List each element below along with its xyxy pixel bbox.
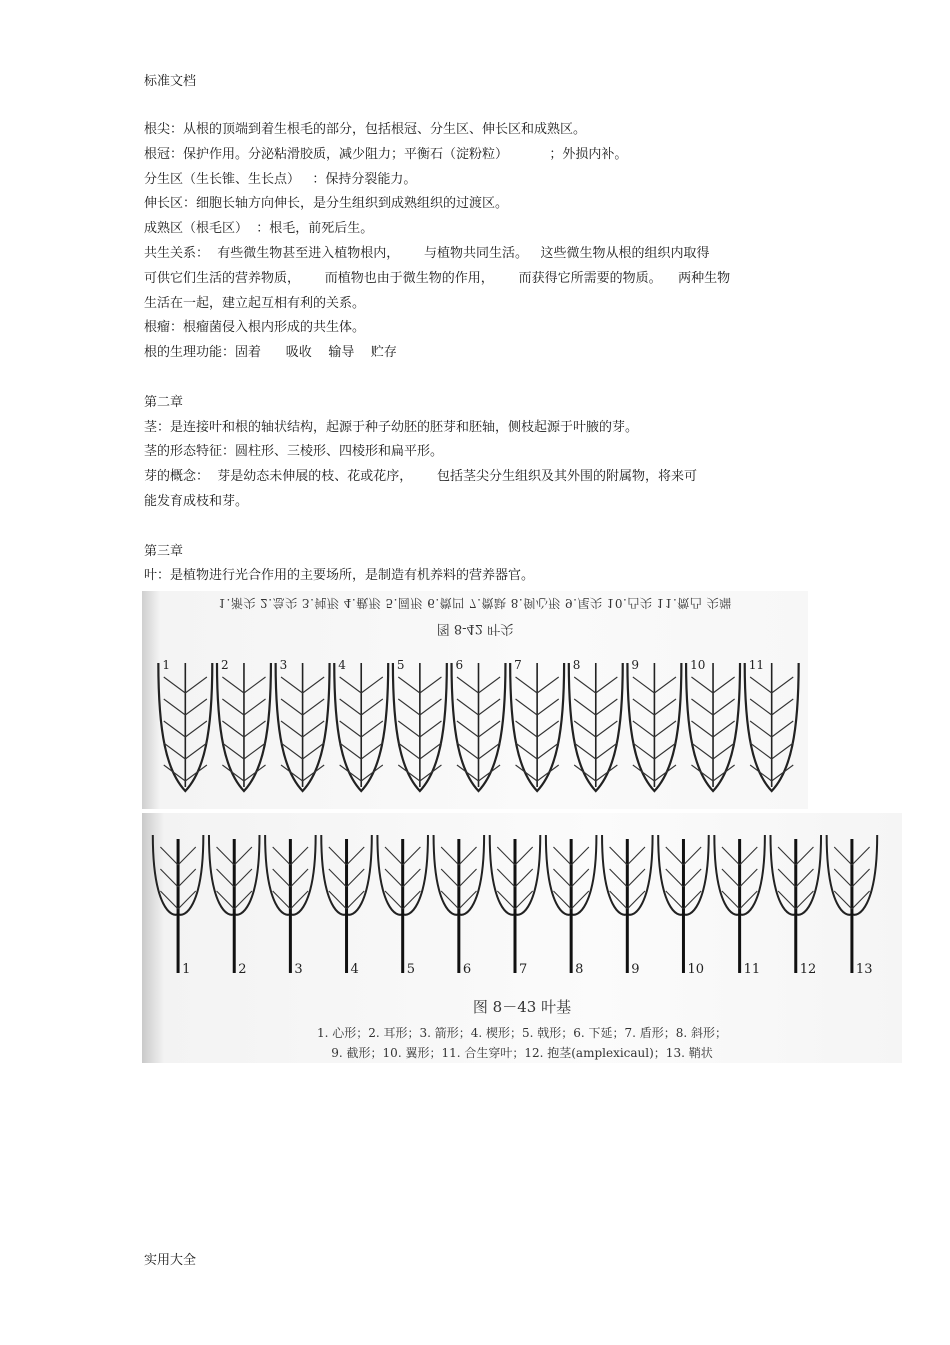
- leaf-base-drawing: [827, 835, 878, 973]
- leaf-base-drawing: [714, 835, 765, 973]
- leaf-apex-drawing: [158, 663, 212, 791]
- leaf-apex-drawing: [452, 663, 506, 791]
- leaf-apex-number: 10: [690, 658, 706, 672]
- leaf-base-drawing: [602, 835, 653, 973]
- leaf-base-number: 6: [462, 962, 472, 977]
- text-line: 可供它们生活的营养物质， 而植物也由于微生物的作用， 而获得它所需要的物质。 两种生物: [144, 270, 731, 286]
- leaf-base-drawing: [377, 835, 428, 973]
- leaf-base-number: 2: [238, 962, 247, 977]
- leaf-base-drawing: [434, 835, 485, 973]
- leaf-apex-number: 9: [631, 658, 640, 672]
- leaf-base-drawing: [209, 835, 260, 973]
- leaf-base-number: 1: [182, 962, 191, 977]
- text-line: 共生关系： 有些微生物甚至进入植物根内， 与植物共同生活。 这些微生物从根的组织内取得: [144, 245, 710, 261]
- leaf-apex-number: 7: [514, 658, 522, 672]
- leaf-apex-figure: [142, 591, 808, 809]
- leaf-apex-drawings: [142, 591, 808, 809]
- leaf-apex-number: 6: [455, 658, 464, 672]
- leaf-apex-drawing: [276, 663, 330, 791]
- leaf-base-drawing: [153, 835, 204, 973]
- leaf-apex-drawing: [569, 663, 623, 791]
- document-body: [144, 118, 824, 589]
- leaf-base-number: 5: [406, 962, 415, 977]
- leaf-base-number: 8: [575, 962, 584, 977]
- leaf-base-drawing: [658, 835, 709, 973]
- leaf-apex-drawing: [510, 663, 564, 791]
- leaf-apex-drawing: [627, 663, 681, 791]
- text-line: 茎的形态特征：圆柱形、三棱形、四棱形和扁平形。: [144, 444, 444, 460]
- leaf-base-drawing: [771, 835, 822, 973]
- leaf-base-drawing: [546, 835, 597, 973]
- leaf-apex-number: 4: [338, 658, 346, 672]
- figure-title-mirrored: 图 8-42 叶尖: [436, 621, 514, 636]
- page-footer: 实用大全: [144, 1253, 197, 1268]
- figure-title: 图 8－43 叶基: [472, 998, 572, 1016]
- leaf-apex-number: 11: [748, 658, 764, 672]
- leaf-base-number: 13: [855, 962, 873, 977]
- leaf-apex-number: 2: [220, 658, 229, 672]
- leaf-base-number: 7: [519, 962, 528, 977]
- figure-legend-line1: 1. 心形；2. 耳形；3. 箭形；4. 楔形；5. 戟形；6. 下延；7. 盾形；8. 斜形；: [316, 1026, 728, 1040]
- leaf-apex-number: 1: [162, 658, 170, 672]
- leaf-apex-drawing: [334, 663, 388, 791]
- leaf-base-figure: [142, 813, 902, 1063]
- leaf-base-number: 9: [631, 962, 640, 977]
- leaf-apex-drawing: [217, 663, 271, 791]
- leaf-apex-drawing: [745, 663, 799, 791]
- leaf-base-drawing: [490, 835, 541, 973]
- text-line: 分生区（生长锥、生长点） ：保持分裂能力。: [144, 171, 417, 187]
- leaf-base-drawing: [321, 835, 372, 973]
- text-line: 伸长区：细胞长轴方向伸长，是分生组织到成熟组织的过渡区。: [144, 196, 509, 212]
- page-header: 标准文档: [144, 74, 197, 89]
- leaf-base-drawings: [142, 813, 902, 993]
- text-line: 根的生理功能：固着 吸收 输导 贮存: [144, 345, 397, 361]
- blank-line: [144, 366, 824, 391]
- text-line: 叶：是植物进行光合作用的主要场所，是制造有机养料的营养器官。: [144, 568, 535, 584]
- leaf-base-number: 12: [799, 962, 817, 977]
- leaf-apex-drawing: [393, 663, 447, 791]
- text-line: 根冠：保护作用。分泌粘滑胶质，减少阻力；平衡石（淀粉粒） ；外损内补。: [144, 146, 628, 162]
- leaf-apex-number: 3: [279, 658, 288, 672]
- text-line: 芽的概念： 芽是幼态未伸展的枝、花或花序， 包括茎尖分生组织及其外围的附属物，将来可: [144, 469, 698, 485]
- leaf-base-number: 4: [350, 962, 359, 977]
- leaf-base-drawing: [265, 835, 316, 973]
- text-line: 根尖：从根的顶端到着生根毛的部分，包括根冠、分生区、伸长区和成熟区。: [144, 122, 587, 137]
- text-line: 成熟区（根毛区） ：根毛，前死后生。: [144, 221, 374, 237]
- text-line: 茎：是连接叶和根的轴状结构，起源于种子幼胚的胚芽和胚轴，侧枝起源于叶腋的芽。: [144, 419, 639, 435]
- text-line: 能发育成枝和芽。: [144, 493, 249, 509]
- figure-legend-mirrored: 1.渐尖 2.急尖 3.钝形 4.截形 5.圆形 6.微凹 7.微缺 8.倒心形 9.尾尖 10.凸尖 11.微凸 尖端: [218, 596, 732, 610]
- leaf-apex-number: 8: [572, 658, 581, 672]
- text-line: 生活在一起，建立起互相有利的关系。: [144, 295, 366, 311]
- figure-legend-line2: 9. 截形；10. 翼形；11. 合生穿叶；12. 抱茎(amplexicaul)；13. 鞘状: [331, 1046, 713, 1060]
- leaf-base-number: 11: [743, 962, 761, 977]
- leaf-base-number: 3: [294, 962, 303, 977]
- leaf-base-number: 10: [687, 962, 705, 977]
- leaf-apex-number: 5: [396, 658, 405, 672]
- blank-line: [144, 515, 824, 540]
- leaf-apex-drawing: [686, 663, 740, 791]
- chapter-heading: 第三章: [144, 543, 184, 559]
- text-line: 根瘤：根瘤菌侵入根内形成的共生体。: [144, 320, 366, 336]
- chapter-heading: 第二章: [144, 394, 184, 410]
